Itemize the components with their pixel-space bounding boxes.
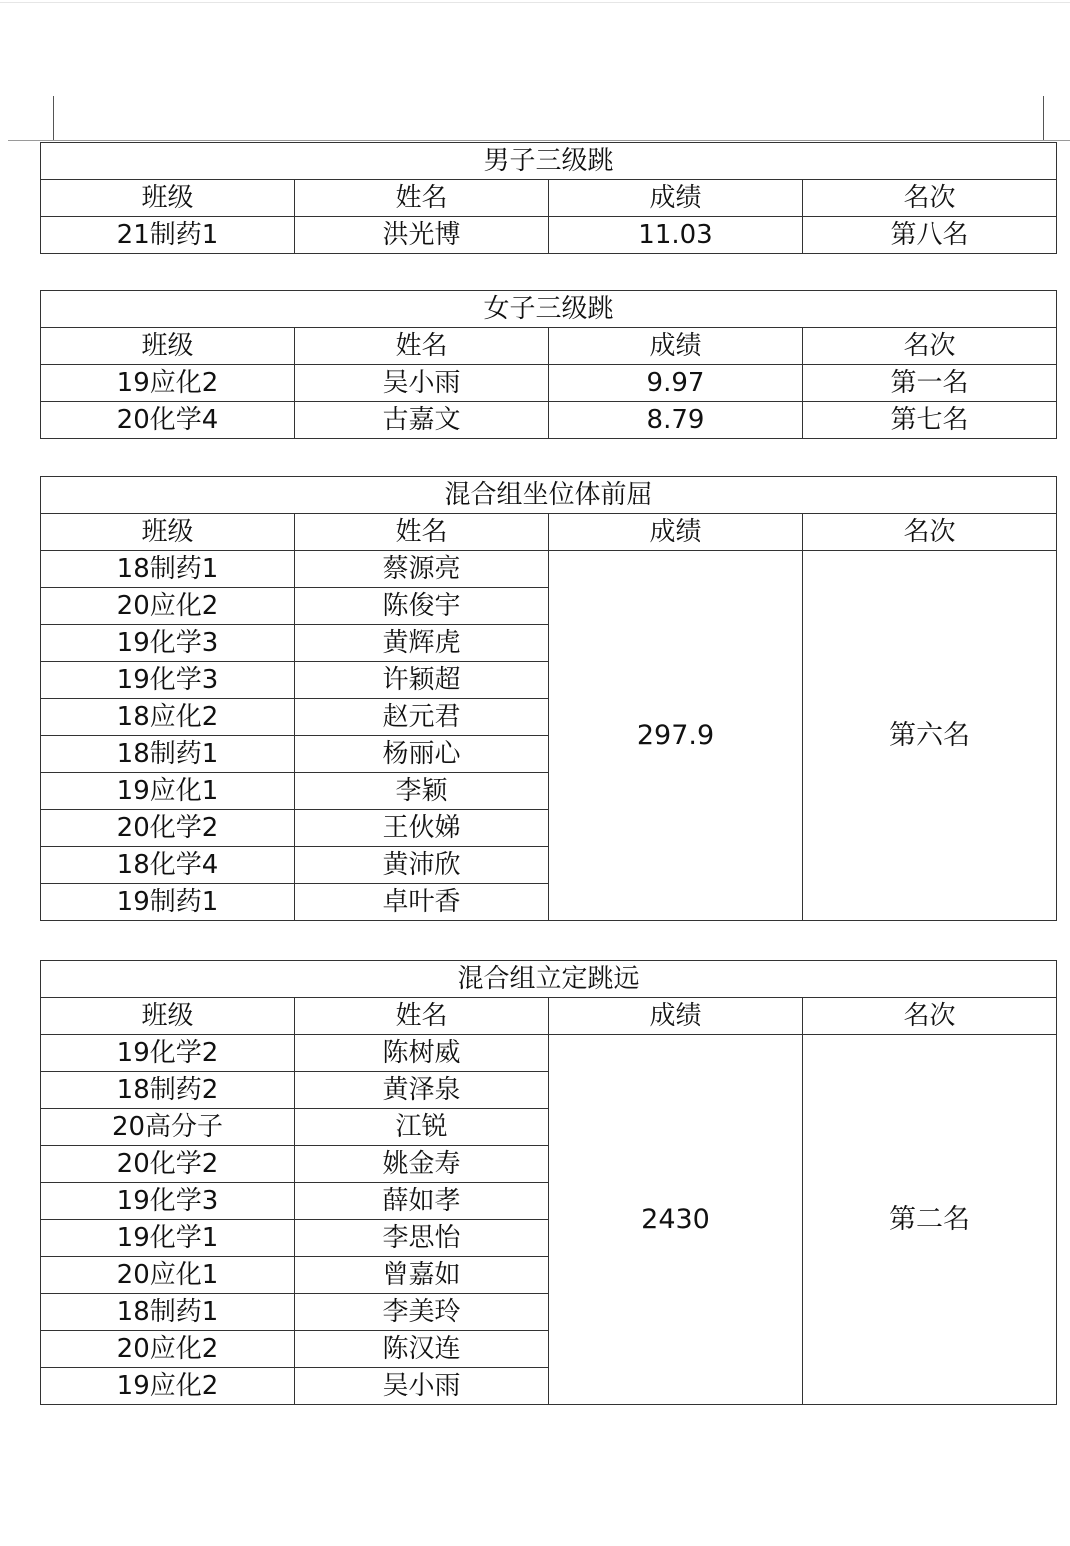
header-row [41,180,1057,217]
header-score: 成绩 [549,998,803,1035]
class-cell: 18化学4 [41,847,295,884]
name-cell: 陈树威 [295,1035,549,1072]
name-cell: 李美玲 [295,1294,549,1331]
header-score: 成绩 [549,514,803,551]
score-cell: 11.03 [549,217,803,254]
name-cell: 古嘉文 [295,402,549,439]
class-cell: 18应化2 [41,699,295,736]
header-class: 班级 [41,998,295,1035]
table-mixed-standing-long-jump [40,960,1057,1405]
table-row [41,551,1057,588]
name-cell: 李思怡 [295,1220,549,1257]
name-cell: 黄沛欣 [295,847,549,884]
header-rank: 名次 [803,998,1057,1035]
team-rank-cell: 第二名 [803,1035,1057,1405]
name-cell: 黄辉虎 [295,625,549,662]
name-cell: 薛如孝 [295,1183,549,1220]
header-name: 姓名 [295,514,549,551]
class-cell: 20应化2 [41,588,295,625]
table-mixed-sit-and-reach [40,476,1057,921]
class-cell: 19化学2 [41,1035,295,1072]
table-men-triple-jump [40,142,1057,254]
header-name: 姓名 [295,328,549,365]
name-cell: 吴小雨 [295,1368,549,1405]
name-cell: 江锐 [295,1109,549,1146]
class-cell: 19制药1 [41,884,295,921]
header-name: 姓名 [295,998,549,1035]
team-score-cell: 297.9 [549,551,803,921]
score-cell: 8.79 [549,402,803,439]
table-title: 女子三级跳 [41,291,1057,328]
table-title: 混合组坐位体前屈 [41,477,1057,514]
header-name: 姓名 [295,180,549,217]
header-class: 班级 [41,328,295,365]
header-rank: 名次 [803,514,1057,551]
table-title: 男子三级跳 [41,143,1057,180]
name-cell: 吴小雨 [295,365,549,402]
header-row [41,328,1057,365]
top-rule [0,2,1070,3]
score-cell: 9.97 [549,365,803,402]
name-cell: 洪光博 [295,217,549,254]
team-score-cell: 2430 [549,1035,803,1405]
header-score: 成绩 [549,180,803,217]
table-row [41,217,1057,254]
class-cell: 21制药1 [41,217,295,254]
class-cell: 18制药1 [41,736,295,773]
class-cell: 19化学3 [41,625,295,662]
table-row [41,365,1057,402]
name-cell: 许颖超 [295,662,549,699]
class-cell: 19化学1 [41,1220,295,1257]
class-cell: 20化学2 [41,1146,295,1183]
table-row [41,402,1057,439]
name-cell: 陈汉连 [295,1331,549,1368]
table-women-triple-jump [40,290,1057,439]
class-cell: 20应化1 [41,1257,295,1294]
page-rule [8,140,1070,141]
right-margin-mark [1043,96,1044,140]
header-rank: 名次 [803,180,1057,217]
class-cell: 20应化2 [41,1331,295,1368]
class-cell: 18制药2 [41,1072,295,1109]
class-cell: 19化学3 [41,662,295,699]
table-row [41,1035,1057,1072]
rank-cell: 第八名 [803,217,1057,254]
name-cell: 曾嘉如 [295,1257,549,1294]
class-cell: 19应化2 [41,365,295,402]
header-score: 成绩 [549,328,803,365]
header-class: 班级 [41,180,295,217]
name-cell: 王伙娣 [295,810,549,847]
rank-cell: 第七名 [803,402,1057,439]
header-row [41,514,1057,551]
class-cell: 19化学3 [41,1183,295,1220]
team-rank-cell: 第六名 [803,551,1057,921]
class-cell: 20化学4 [41,402,295,439]
rank-cell: 第一名 [803,365,1057,402]
class-cell: 19应化1 [41,773,295,810]
class-cell: 18制药1 [41,551,295,588]
name-cell: 陈俊宇 [295,588,549,625]
left-margin-mark [53,96,54,140]
header-row [41,998,1057,1035]
class-cell: 20化学2 [41,810,295,847]
header-rank: 名次 [803,328,1057,365]
class-cell: 19应化2 [41,1368,295,1405]
name-cell: 卓叶香 [295,884,549,921]
name-cell: 姚金寿 [295,1146,549,1183]
name-cell: 蔡源亮 [295,551,549,588]
name-cell: 杨丽心 [295,736,549,773]
name-cell: 黄泽泉 [295,1072,549,1109]
class-cell: 18制药1 [41,1294,295,1331]
class-cell: 20高分子 [41,1109,295,1146]
table-title: 混合组立定跳远 [41,961,1057,998]
name-cell: 李颖 [295,773,549,810]
name-cell: 赵元君 [295,699,549,736]
header-class: 班级 [41,514,295,551]
